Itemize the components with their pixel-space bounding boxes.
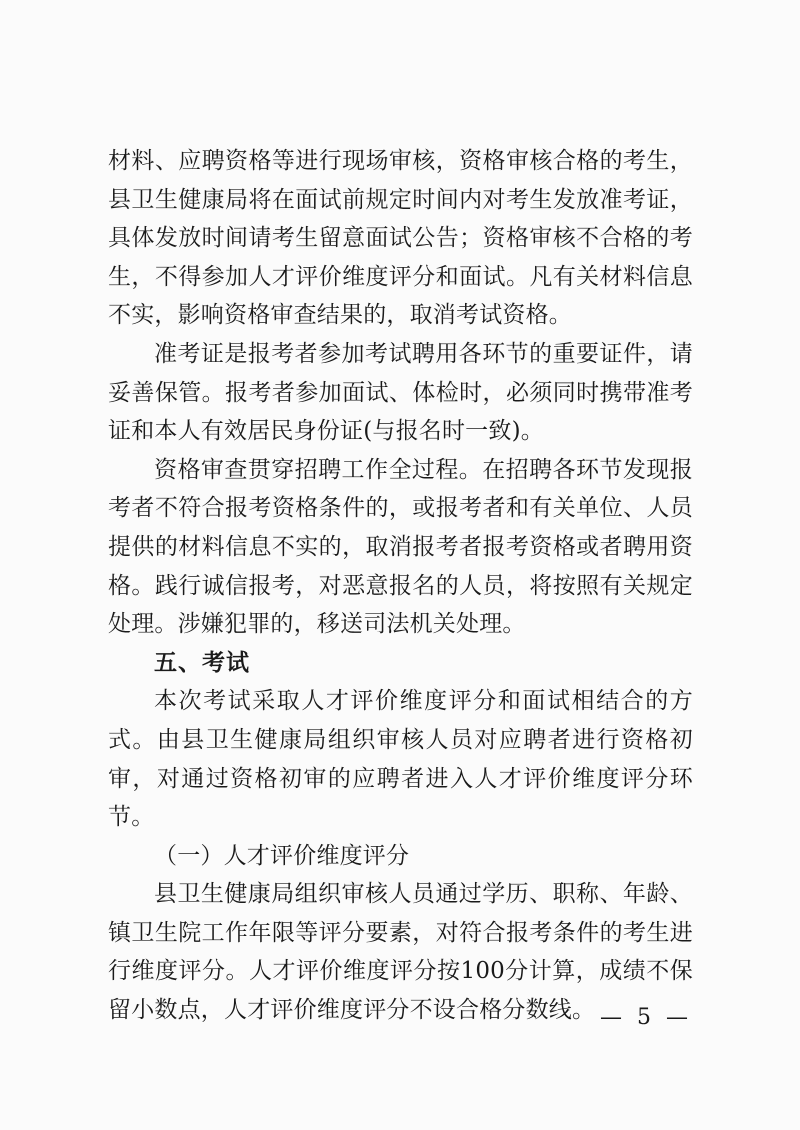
paragraph-material-review: 材料、应聘资格等进行现场审核，资格审核合格的考生，县卫生健康局将在面试前规定时间内对考生发放准考证，具体发放时间请考生留意面试公告；资格审核不合格的考生，不得参加人才评价维度评分和面试。凡有关材料信息不实，影响资格审查结果的，取消考试资格。: [108, 148, 693, 329]
paragraph-talent-scoring: 县卫生健康局组织审核人员通过学历、职称、年龄、镇卫生院工作年限等评分要素，对符合报考条件的考生进行维度评分。人才评价维度评分按100分计算，成绩不保留小数点，人才评价维度评分不设合格分数线。: [108, 881, 693, 1024]
paragraph-qualification-review: 资格审查贯穿招聘工作全过程。在招聘各环节发现报考者不符合报考资格条件的，或报考者和有关单位、人员提供的材料信息不实的，取消报考者报考资格或者聘用资格。践行诚信报考，对恶意报名的人员，将按照有关规定处理。涉嫌犯罪的，移送司法机关处理。: [108, 456, 693, 638]
page-number: — 5 —: [600, 1005, 692, 1030]
subsection-heading-talent-scoring: （一）人才评价维度评分: [154, 842, 410, 869]
document-body: [108, 142, 693, 1030]
section-heading-exam: 五、考试: [154, 649, 250, 676]
paragraph-exam-method: 本次考试采取人才评价维度评分和面试相结合的方式。由县卫生健康局组织审核人员对应聘者进行资格初审，对通过资格初审的应聘者进入人才评价维度评分环节。: [108, 688, 693, 831]
paragraph-admission-ticket: 准考证是报考者参加考试聘用各环节的重要证件，请妥善保管。报考者参加面试、体检时，必须同时携带准考证和本人有效居民身份证(与报名时一致)。: [108, 340, 693, 445]
